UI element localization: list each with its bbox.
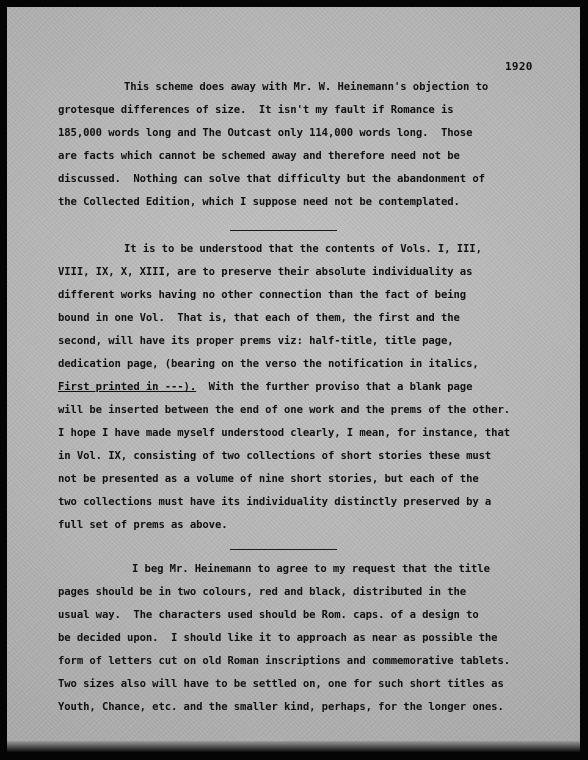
underlined-notice: First printed in ---). [58,381,197,393]
paragraph-1-line: 185,000 words long and The Outcast only 114,000 words long. Those [58,127,473,139]
paragraph-3-line: Youth, Chance, etc. and the smaller kind, perhaps, for the longer ones. [58,701,504,713]
paragraph-2-line [58,381,472,393]
page-bottom-shadow [7,741,580,753]
paragraph-2-line: dedication page, (bearing on the verso the notification in italics, [58,358,479,370]
paragraph-2-line: different works having no other connection than the fact of being [58,289,467,301]
paragraph-2-line: It is to be understood that the contents of Vols. I, III, [124,243,482,255]
paragraph-1-line: the Collected Edition, which I suppose need not be contemplated. [58,196,460,208]
paragraph-1-line: grotesque differences of size. It isn't my fault if Romance is [58,104,454,116]
section-divider [230,230,337,231]
paragraph-2-line: in Vol. IX, consisting of two collections of short stories these must [58,450,492,462]
paragraph-2-line: VIII, IX, X, XIII, are to preserve their absolute individuality as [58,266,473,278]
section-divider [230,549,337,550]
paragraph-2-line: bound in one Vol. That is, that each of them, the first and the [58,312,460,324]
paragraph-3-line: be decided upon. I should like it to approach as near as possible the [58,632,498,644]
paragraph-3-line: form of letters cut on old Roman inscriptions and commemorative tablets. [58,655,511,667]
paragraph-2-line: I hope I have made myself understood clearly, I mean, for instance, that [58,427,511,439]
paragraph-1-line: discussed. Nothing can solve that difficulty but the abandonment of [58,173,485,185]
paragraph-2-line: second, will have its proper prems viz: half-title, title page, [58,335,454,347]
paragraph-2-line-rest: With the further proviso that a blank page [196,381,473,393]
paragraph-3-line: pages should be in two colours, red and black, distributed in the [58,586,467,598]
paragraph-2-line: will be inserted between the end of one work and the prems of the other. [58,404,511,416]
paragraph-1-line: are facts which cannot be schemed away and therefore need not be [58,150,460,162]
paragraph-2-line: two collections must have its individuality distinctly preserved by a [58,496,492,508]
paragraph-1-line: This scheme does away with Mr. W. Heinemann's objection to [124,81,489,93]
paragraph-3-line: I beg Mr. Heinemann to agree to my request that the title [132,563,490,575]
paragraph-2-line: full set of prems as above. [58,519,228,531]
paragraph-3-line: Two sizes also will have to be settled on, one for such short titles as [58,678,504,690]
page-number: 1920 [505,60,533,73]
paragraph-3-line: usual way. The characters used should be Rom. caps. of a design to [58,609,479,621]
paragraph-2-line: not be presented as a volume of nine short stories, but each of the [58,473,479,485]
document-page [7,7,580,753]
